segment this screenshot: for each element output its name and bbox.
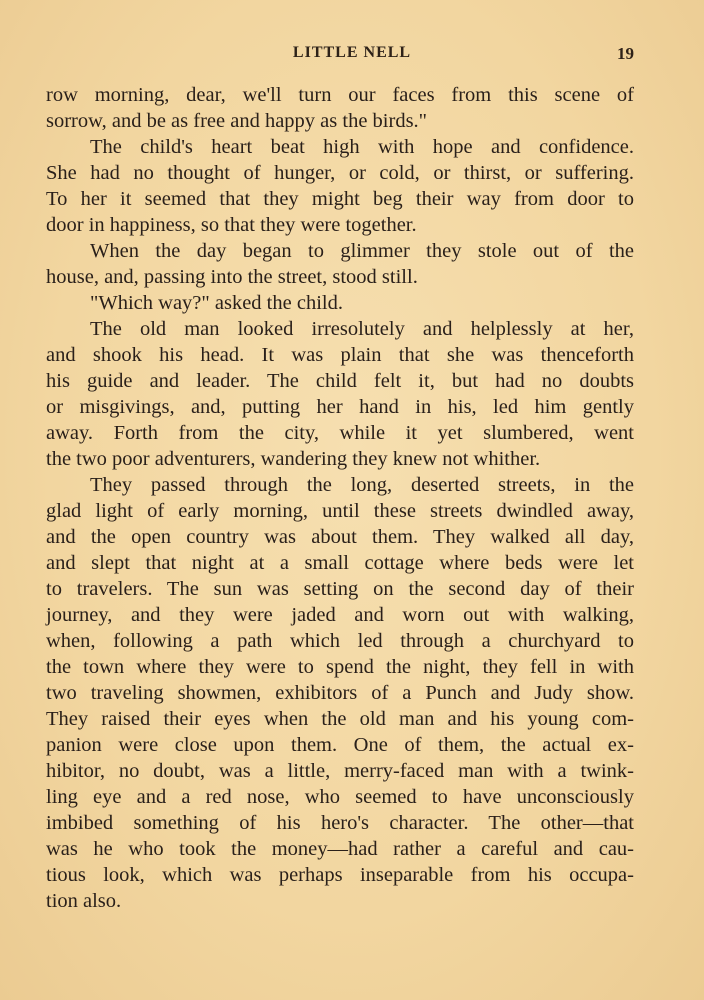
text-line: away. Forth from the city, while it yet slumbered, went xyxy=(46,422,634,444)
running-title: LITTLE NELL xyxy=(292,44,412,61)
text-line: The old man looked irresolutely and helplessly at her, xyxy=(90,318,634,340)
text-line: tious look, which was perhaps inseparable from his occupa- xyxy=(46,864,634,886)
text-line: door in happiness, so that they were together. xyxy=(46,214,417,236)
text-line: and shook his head. It was plain that she was thenceforth xyxy=(46,344,634,366)
body-text xyxy=(46,82,634,914)
text-line: two traveling showmen, exhibitors of a Punch and Judy show. xyxy=(46,682,634,704)
text-line: tion also. xyxy=(46,890,122,912)
text-line: row morning, dear, we'll turn our faces from this scene of xyxy=(46,84,634,106)
text-line: and the open country was about them. They walked all day, xyxy=(46,526,634,548)
text-line: glad light of early morning, until these streets dwindled away, xyxy=(46,500,634,522)
text-line: sorrow, and be as free and happy as the birds." xyxy=(46,110,428,132)
text-line: imbibed something of his hero's character. The other—that xyxy=(46,812,634,834)
text-line: or misgivings, and, putting her hand in his, led him gently xyxy=(46,396,634,418)
text-line: When the day began to glimmer they stole out of the xyxy=(90,240,634,262)
text-line: They passed through the long, deserted streets, in the xyxy=(90,474,634,496)
text-line: and slept that night at a small cottage where beds were let xyxy=(46,552,634,574)
text-line: the town where they were to spend the night, they fell in with xyxy=(46,656,634,678)
text-line: "Which way?" asked the child. xyxy=(90,292,343,314)
text-line: house, and, passing into the street, stood still. xyxy=(46,266,418,288)
text-line: journey, and they were jaded and worn out with walking, xyxy=(46,604,634,626)
text-line: ling eye and a red nose, who seemed to have unconsciously xyxy=(46,786,634,808)
text-line: hibitor, no doubt, was a little, merry-faced man with a twink- xyxy=(46,760,634,782)
text-line: They raised their eyes when the old man and his young com- xyxy=(46,708,634,730)
page-number: 19 xyxy=(617,44,634,63)
text-line: the two poor adventurers, wandering they knew not whither. xyxy=(46,448,541,470)
text-line: She had no thought of hunger, or cold, or thirst, or suffering. xyxy=(46,162,634,184)
text-line: panion were close upon them. One of them, the actual ex- xyxy=(46,734,634,756)
text-line: The child's heart beat high with hope and confidence. xyxy=(90,136,634,158)
text-line: his guide and leader. The child felt it, but had no doubts xyxy=(46,370,634,392)
text-line: To her it seemed that they might beg their way from door to xyxy=(46,188,634,210)
text-line: when, following a path which led through a churchyard to xyxy=(46,630,634,652)
text-line: to travelers. The sun was setting on the second day of their xyxy=(46,578,634,600)
text-line: was he who took the money—had rather a careful and cau- xyxy=(46,838,634,860)
running-head xyxy=(0,44,704,68)
